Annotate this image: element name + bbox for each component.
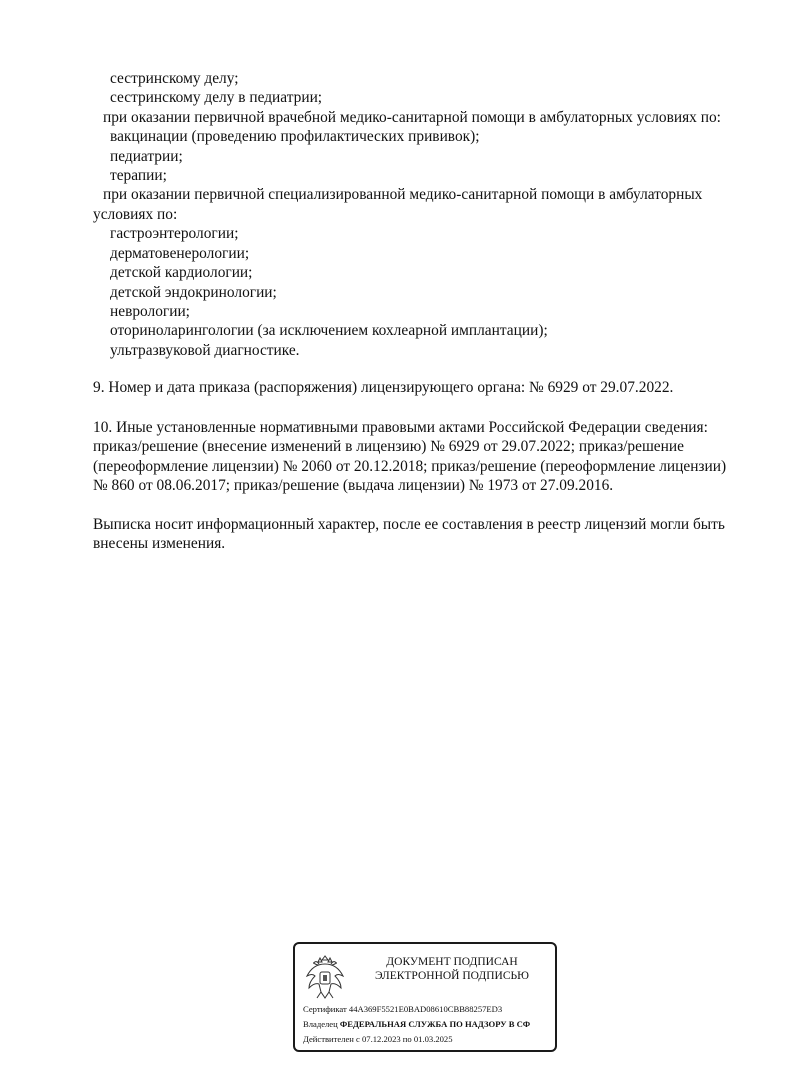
owner-label: Владелец (303, 1019, 338, 1029)
text-line: при оказании первичной специализированной медико-санитарной помощи в амбулаторных (103, 186, 703, 203)
stamp-title (357, 955, 547, 983)
text-line: условиях по: (93, 206, 178, 223)
text-line: ультразвуковой диагностике. (110, 342, 300, 359)
section-10-text: 10. Иные установленные нормативными правовыми актами Российской Федерации сведения: (93, 419, 708, 436)
owner-value: ФЕДЕРАЛЬНАЯ СЛУЖБА ПО НАДЗОРУ В СФ (339, 1019, 531, 1029)
stamp-title-line: ЭЛЕКТРОННОЙ ПОДПИСЬЮ (375, 970, 529, 982)
text-line: педиатрии; (110, 148, 183, 165)
section-9-text: 9. Номер и дата приказа (распоряжения) лицензирующего органа: № 6929 от 29.07.2022. (93, 379, 674, 396)
text-line: оториноларингологии (за исключением кохлеарной имплантации); (110, 322, 548, 339)
text-line: гастроэнтерологии; (110, 225, 239, 242)
disclaimer-text: Выписка носит информационный характер, после ее составления в реестр лицензий могли быть (93, 516, 725, 533)
electronic-signature-stamp (293, 942, 557, 1052)
text-line: при оказании первичной врачебной медико-санитарной помощи в амбулаторных условиях по: (103, 109, 721, 126)
russian-coat-of-arms-icon (303, 952, 347, 1002)
validity-line: Действителен с 07.12.2023 по 01.03.2025 (303, 1034, 453, 1044)
text-line: неврологии; (110, 303, 190, 320)
text-line: сестринскому делу в педиатрии; (110, 89, 323, 106)
section-10-text: (переоформление лицензии) № 2060 от 20.12.2018; приказ/решение (переоформление лицензии) (93, 458, 727, 475)
certificate-value: 44A369F5521E0BAD08610CBB88257ED3 (348, 1004, 503, 1014)
stamp-title-line: ДОКУМЕНТ ПОДПИСАН (386, 956, 518, 968)
text-line: детской кардиологии; (110, 264, 253, 281)
certificate-line (303, 1004, 551, 1015)
text-line: детской эндокринологии; (110, 284, 277, 301)
text-line: терапии; (110, 167, 167, 184)
text-line: вакцинации (проведению профилактических прививок); (110, 128, 480, 145)
text-line: дерматовенерологии; (110, 245, 250, 262)
disclaimer-text: внесены изменения. (93, 535, 226, 552)
section-10-text: приказ/решение (внесение изменений в лицензию) № 6929 от 29.07.2022; приказ/решение (93, 438, 684, 455)
certificate-label: Сертификат (303, 1004, 347, 1014)
section-10-text: № 860 от 08.06.2017; приказ/решение (выдача лицензии) № 1973 от 27.09.2016. (93, 477, 614, 494)
owner-line (303, 1019, 553, 1030)
text-line: сестринскому делу; (110, 70, 239, 87)
